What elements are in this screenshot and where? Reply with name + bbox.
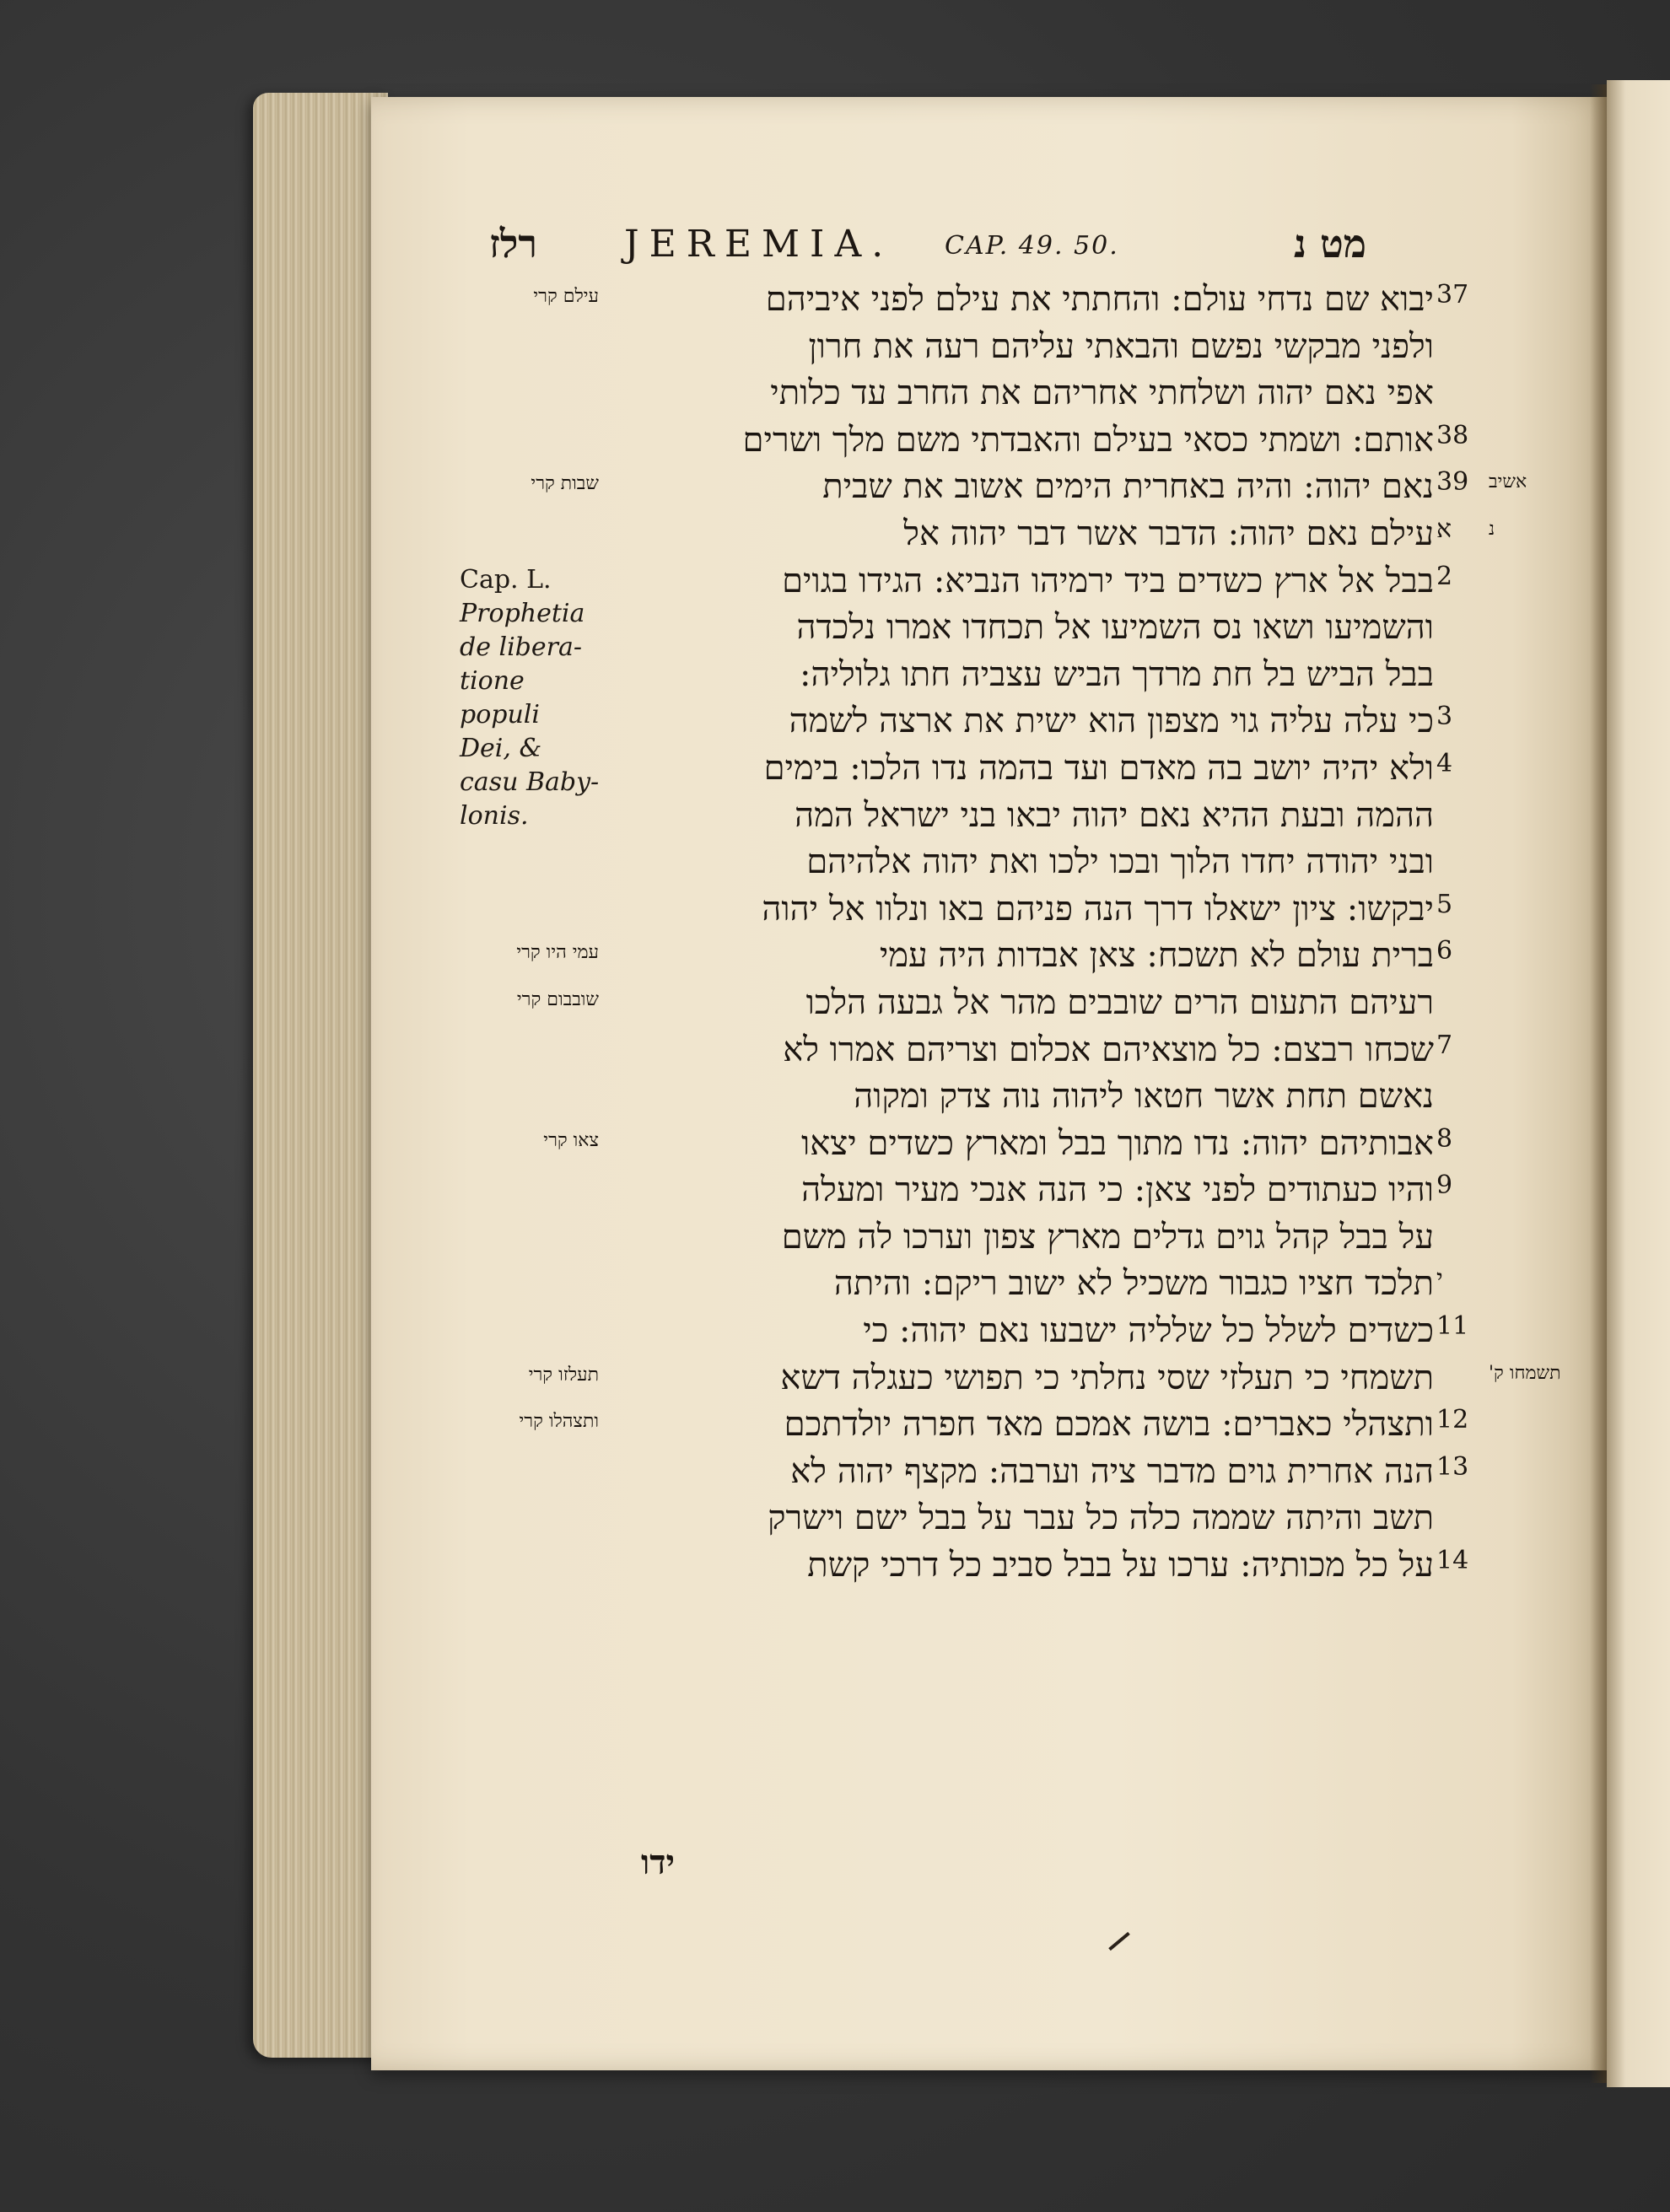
hebrew-line-text: שכחו רבצם: כל מוצאיהם אכלום וצריהם אמרו לא [783,1030,1434,1069]
hebrew-line-text: רעיהם התעום הרים שובבים מהר אל גבעה הלכו [805,982,1434,1022]
margin-note-line: Prophetia [460,599,585,628]
hebrew-line-text: ולא יהיה יושב בה מאדם ועד בהמה נדו הלכו: בימים [763,748,1434,788]
hebrew-line-text: כשדים לשלל כל שלליה ישבעו נאם יהוה: כי [863,1311,1434,1351]
hebrew-line-text: נאם יהוה: והיה באחרית הימים אשוב את שבית [822,467,1434,507]
margin-note [460,563,607,833]
hebrew-line-text: תשב והיתה שממה כלה כל עבר על בבל ישם וישרק [768,1499,1434,1538]
verse-number: 11 [1436,1311,1469,1342]
catchword: ידו [641,1843,675,1882]
right-margin-note: תשמחו ק' [1489,1362,1561,1384]
qere-note: ותצהלו קרי [519,1411,599,1433]
hebrew-line-text: אותם: ושמתי כסאי בעילם והאבדתי משם מלך ושרים [742,420,1434,460]
hebrew-line-text: תלכד חציו כגבור משכיל לא ישוב ריקם: והיתה [833,1264,1434,1304]
text-line [603,370,1434,417]
qere-note: עילם קרי [533,286,599,307]
hebrew-line-text: נאשם תחת אשר חטאו ליהוה נוה צדק ומקוה [854,1077,1434,1117]
text-line [603,324,1434,371]
text-line [603,698,1453,745]
hebrew-line-text: על כל מכותיה: ערכו על בבל סביב כל דרכי קשת [807,1546,1434,1585]
text-line [533,277,1469,324]
text-line [516,933,1453,980]
hebrew-line-text: ברית עולם לא תשכח: צאן אבדות היה עמי [879,936,1434,976]
book-page-edges [253,93,388,2058]
hebrew-line-text: בבל הביש בל חת מרדך הביש עצביה חתו גלוליה: [800,654,1434,694]
qere-note: עמי היו קרי [516,942,599,964]
hebrew-line-text: ההמה ובעת ההיא נאם יהוה יבאו בני ישראל המה [795,795,1434,835]
qere-note: שובבום קרי [516,988,599,1010]
hebrew-line-text: כי עלה עליה גוי מצפון הוא ישית את ארצה לשמה [789,702,1434,741]
text-line [603,1027,1453,1074]
verse-number: 38 [1436,420,1469,450]
margin-note-line: Dei, & [460,734,542,763]
folio-number: רלז [489,221,537,266]
hebrew-line-text: הנה אחרית גוים מדבר ציה וערבה: מקצף יהוה לא [790,1451,1434,1491]
margin-note-line: tione populi [460,666,540,729]
verse-number: 39 [1436,467,1469,498]
hebrew-line-text: עילם נאם יהוה: הדבר אשר דבר יהוה אל [903,514,1434,553]
verse-number: א [1436,514,1452,544]
text-line [603,886,1453,934]
verse-number: 5 [1436,889,1453,919]
hebrew-line-text: יבקשו: ציון ישאלו דרך הנה פניהם באו ונלוו אל יהוה [762,889,1434,928]
text-line [519,1402,1469,1449]
facing-page [1607,80,1670,2087]
margin-note-cap: Cap. L. [460,565,552,595]
text-line [531,464,1527,511]
qere-note: צאו קרי [543,1129,599,1151]
hebrew-line-text: ולפני מבקשי נפשם והבאתי עליהם רעה את חרון [808,326,1434,366]
verse-number: 4 [1436,748,1453,778]
qere-note: תעלזו קרי [528,1364,599,1386]
verse-number: 14 [1436,1546,1469,1576]
text-line [603,1214,1434,1262]
hebrew-line-text: על בבל קהל גוים גדלים מארץ צפון וערכו לה משם [781,1217,1434,1257]
verse-number: 6 [1436,936,1453,966]
margin-note-line: lonis. [460,801,529,831]
hebrew-line-text: ובני יהודה יחדו הלוך ובכו ילכו ואת יהוה אלהיהם [806,842,1434,882]
hebrew-line-text: יבוא שם נדחי עולם: והחתתי את עילם לפני איביהם [765,280,1434,319]
text-line [516,980,1434,1027]
verse-number: 2 [1436,561,1453,591]
book-title: JEREMIA. [624,223,894,266]
text-line [603,417,1469,465]
running-header [489,221,1366,272]
verse-number: 12 [1436,1405,1469,1435]
hebrew-line-text: ותצהלי כאברים: בושה אמכם מאד חפרה יולדתכם [784,1405,1434,1445]
text-line [603,1261,1443,1308]
margin-note-line: de libera- [460,632,583,662]
text-line [603,1449,1469,1496]
text-line [603,605,1434,652]
hebrew-line-text: תשמחי כי תעלזי שסי נחלתי כי תפושי כעגלה דשא [780,1358,1434,1397]
hebrew-line-text: אפי נאם יהוה ושלחתי אחריהם את החרב עד כלותי [770,374,1434,413]
text-line [603,511,1495,558]
chapter-reference: CAP. 49. 50. [945,231,1119,261]
verse-number: 3 [1436,702,1453,732]
verse-number: 7 [1436,1030,1453,1060]
text-line [603,745,1453,793]
text-line [603,839,1434,886]
verse-number: 13 [1436,1451,1469,1482]
hebrew-chapter-reference: מט נ [1293,221,1366,266]
text-line [603,1542,1469,1590]
text-line [603,1074,1434,1121]
margin-note-line: casu Baby- [460,767,600,797]
text-line [528,1355,1561,1402]
text-line [603,1308,1469,1355]
verse-number: 9 [1436,1171,1453,1201]
hebrew-line-text: אבותיהם יהוה: נדו מתוך בבל ומארץ כשדים יצאו [801,1123,1434,1163]
text-line [603,793,1434,840]
text-line [543,1121,1453,1168]
text-line [603,558,1453,605]
verse-number: 37 [1436,280,1469,309]
hebrew-line-text: והיו כעתודים לפני צאן: כי הנה אנכי מעיר ומעלה [801,1171,1434,1210]
qere-note: שבות קרי [531,473,599,495]
right-margin-note: נ [1489,518,1495,540]
text-line [603,1495,1434,1542]
right-margin-note: אשיב [1489,471,1527,493]
verse-number: 8 [1436,1123,1453,1154]
hebrew-line-text: בבל אל ארץ כשדים ביד ירמיהו הנביא: הגידו בגוים [782,561,1434,600]
hebrew-line-text: והשמיעו ושאו נס השמיעו אל תכחדו אמרו נלכדה [796,608,1434,648]
text-line [603,652,1434,699]
verse-number: י [1436,1264,1443,1294]
text-line [603,1167,1453,1214]
